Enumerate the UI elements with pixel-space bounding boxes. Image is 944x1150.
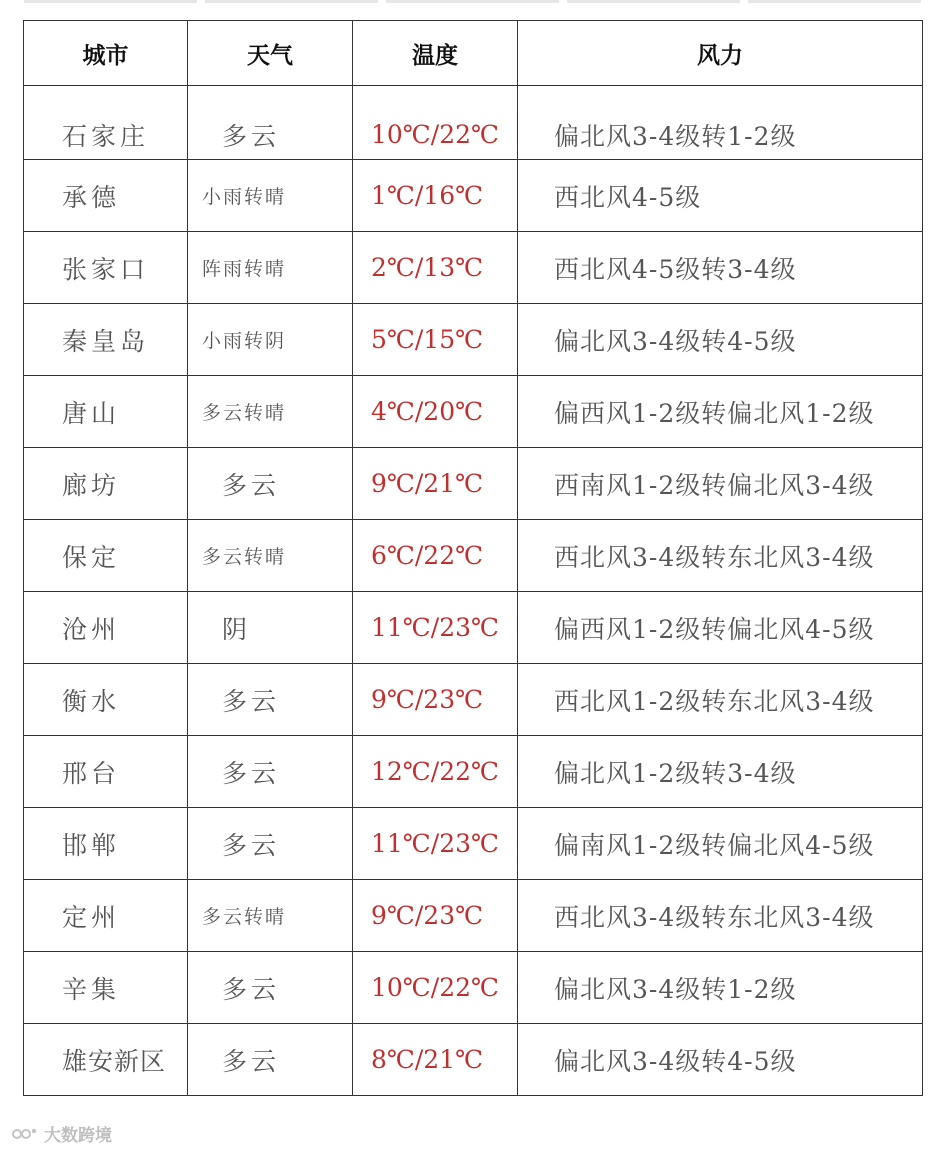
weather-cell: 多云 bbox=[188, 664, 353, 736]
top-divider-segment bbox=[205, 0, 378, 3]
temperature-cell: 9℃/23℃ bbox=[353, 664, 518, 736]
header-weather: 天气 bbox=[188, 21, 353, 86]
wind-cell: 偏北风3-4级转4-5级 bbox=[518, 304, 923, 376]
watermark-text: 大数跨境 bbox=[44, 1126, 112, 1146]
temperature-cell: 6℃/22℃ bbox=[353, 520, 518, 592]
city-cell: 衡水 bbox=[24, 664, 188, 736]
table-header bbox=[24, 21, 923, 86]
weather-cell: 多云 bbox=[188, 1024, 353, 1096]
weather-cell: 多云转晴 bbox=[188, 520, 353, 592]
wind-cell: 偏西风1-2级转偏北风4-5级 bbox=[518, 592, 923, 664]
wind-cell: 偏北风3-4级转4-5级 bbox=[518, 1024, 923, 1096]
temperature-cell: 9℃/23℃ bbox=[353, 880, 518, 952]
wind-cell: 西北风3-4级转东北风3-4级 bbox=[518, 880, 923, 952]
header-city: 城市 bbox=[24, 21, 188, 86]
table-row bbox=[24, 160, 923, 232]
weather-cell: 多云 bbox=[188, 736, 353, 808]
table-row bbox=[24, 304, 923, 376]
weather-cell: 小雨转阴 bbox=[188, 304, 353, 376]
weather-cell: 小雨转晴 bbox=[188, 160, 353, 232]
top-divider-segment bbox=[386, 0, 559, 3]
city-cell: 秦皇岛 bbox=[24, 304, 188, 376]
table-row bbox=[24, 664, 923, 736]
weather-cell: 阴 bbox=[188, 592, 353, 664]
temperature-cell: 4℃/20℃ bbox=[353, 376, 518, 448]
city-cell: 邢台 bbox=[24, 736, 188, 808]
table-row bbox=[24, 232, 923, 304]
table-row bbox=[24, 592, 923, 664]
weather-cell: 多云 bbox=[188, 86, 353, 160]
table-row bbox=[24, 880, 923, 952]
table-row bbox=[24, 520, 923, 592]
table-row bbox=[24, 736, 923, 808]
city-cell: 石家庄 bbox=[24, 86, 188, 160]
temperature-cell: 12℃/22℃ bbox=[353, 736, 518, 808]
table-row bbox=[24, 808, 923, 880]
table-row bbox=[24, 376, 923, 448]
city-cell: 张家口 bbox=[24, 232, 188, 304]
wind-cell: 偏北风1-2级转3-4级 bbox=[518, 736, 923, 808]
wind-cell: 西北风4-5级 bbox=[518, 160, 923, 232]
table-row bbox=[24, 1024, 923, 1096]
wind-cell: 偏北风3-4级转1-2级 bbox=[518, 86, 923, 160]
header-temperature: 温度 bbox=[353, 21, 518, 86]
temperature-cell: 5℃/15℃ bbox=[353, 304, 518, 376]
temperature-cell: 2℃/13℃ bbox=[353, 232, 518, 304]
temperature-cell: 10℃/22℃ bbox=[353, 86, 518, 160]
city-cell: 辛集 bbox=[24, 952, 188, 1024]
weather-forecast-table bbox=[23, 20, 923, 1096]
table-row bbox=[24, 952, 923, 1024]
weather-cell: 多云 bbox=[188, 952, 353, 1024]
header-wind: 风力 bbox=[518, 21, 923, 86]
wind-cell: 西北风1-2级转东北风3-4级 bbox=[518, 664, 923, 736]
top-divider-strip bbox=[24, 0, 921, 3]
watermark bbox=[10, 1121, 112, 1146]
city-cell: 雄安新区 bbox=[24, 1024, 188, 1096]
temperature-cell: 10℃/22℃ bbox=[353, 952, 518, 1024]
table-row bbox=[24, 86, 923, 160]
table-body bbox=[24, 86, 923, 1096]
city-cell: 保定 bbox=[24, 520, 188, 592]
wind-cell: 偏南风1-2级转偏北风4-5级 bbox=[518, 808, 923, 880]
temperature-cell: 9℃/21℃ bbox=[353, 448, 518, 520]
city-cell: 邯郸 bbox=[24, 808, 188, 880]
top-divider-segment bbox=[567, 0, 740, 3]
wind-cell: 偏北风3-4级转1-2级 bbox=[518, 952, 923, 1024]
city-cell: 沧州 bbox=[24, 592, 188, 664]
city-cell: 廊坊 bbox=[24, 448, 188, 520]
weather-cell: 多云 bbox=[188, 808, 353, 880]
temperature-cell: 1℃/16℃ bbox=[353, 160, 518, 232]
weather-cell: 阵雨转晴 bbox=[188, 232, 353, 304]
temperature-cell: 11℃/23℃ bbox=[353, 808, 518, 880]
top-divider-segment bbox=[24, 0, 197, 3]
temperature-cell: 11℃/23℃ bbox=[353, 592, 518, 664]
city-cell: 唐山 bbox=[24, 376, 188, 448]
wind-cell: 西南风1-2级转偏北风3-4级 bbox=[518, 448, 923, 520]
wind-cell: 西北风4-5级转3-4级 bbox=[518, 232, 923, 304]
weather-cell: 多云转晴 bbox=[188, 880, 353, 952]
city-cell: 定州 bbox=[24, 880, 188, 952]
wind-cell: 偏西风1-2级转偏北风1-2级 bbox=[518, 376, 923, 448]
wind-cell: 西北风3-4级转东北风3-4级 bbox=[518, 520, 923, 592]
temperature-cell: 8℃/21℃ bbox=[353, 1024, 518, 1096]
city-cell: 承德 bbox=[24, 160, 188, 232]
table-row bbox=[24, 448, 923, 520]
header-row bbox=[24, 21, 923, 86]
weather-cell: 多云 bbox=[188, 448, 353, 520]
top-divider-segment bbox=[748, 0, 921, 3]
watermark-logo-icon bbox=[10, 1125, 40, 1143]
weather-cell: 多云转晴 bbox=[188, 376, 353, 448]
